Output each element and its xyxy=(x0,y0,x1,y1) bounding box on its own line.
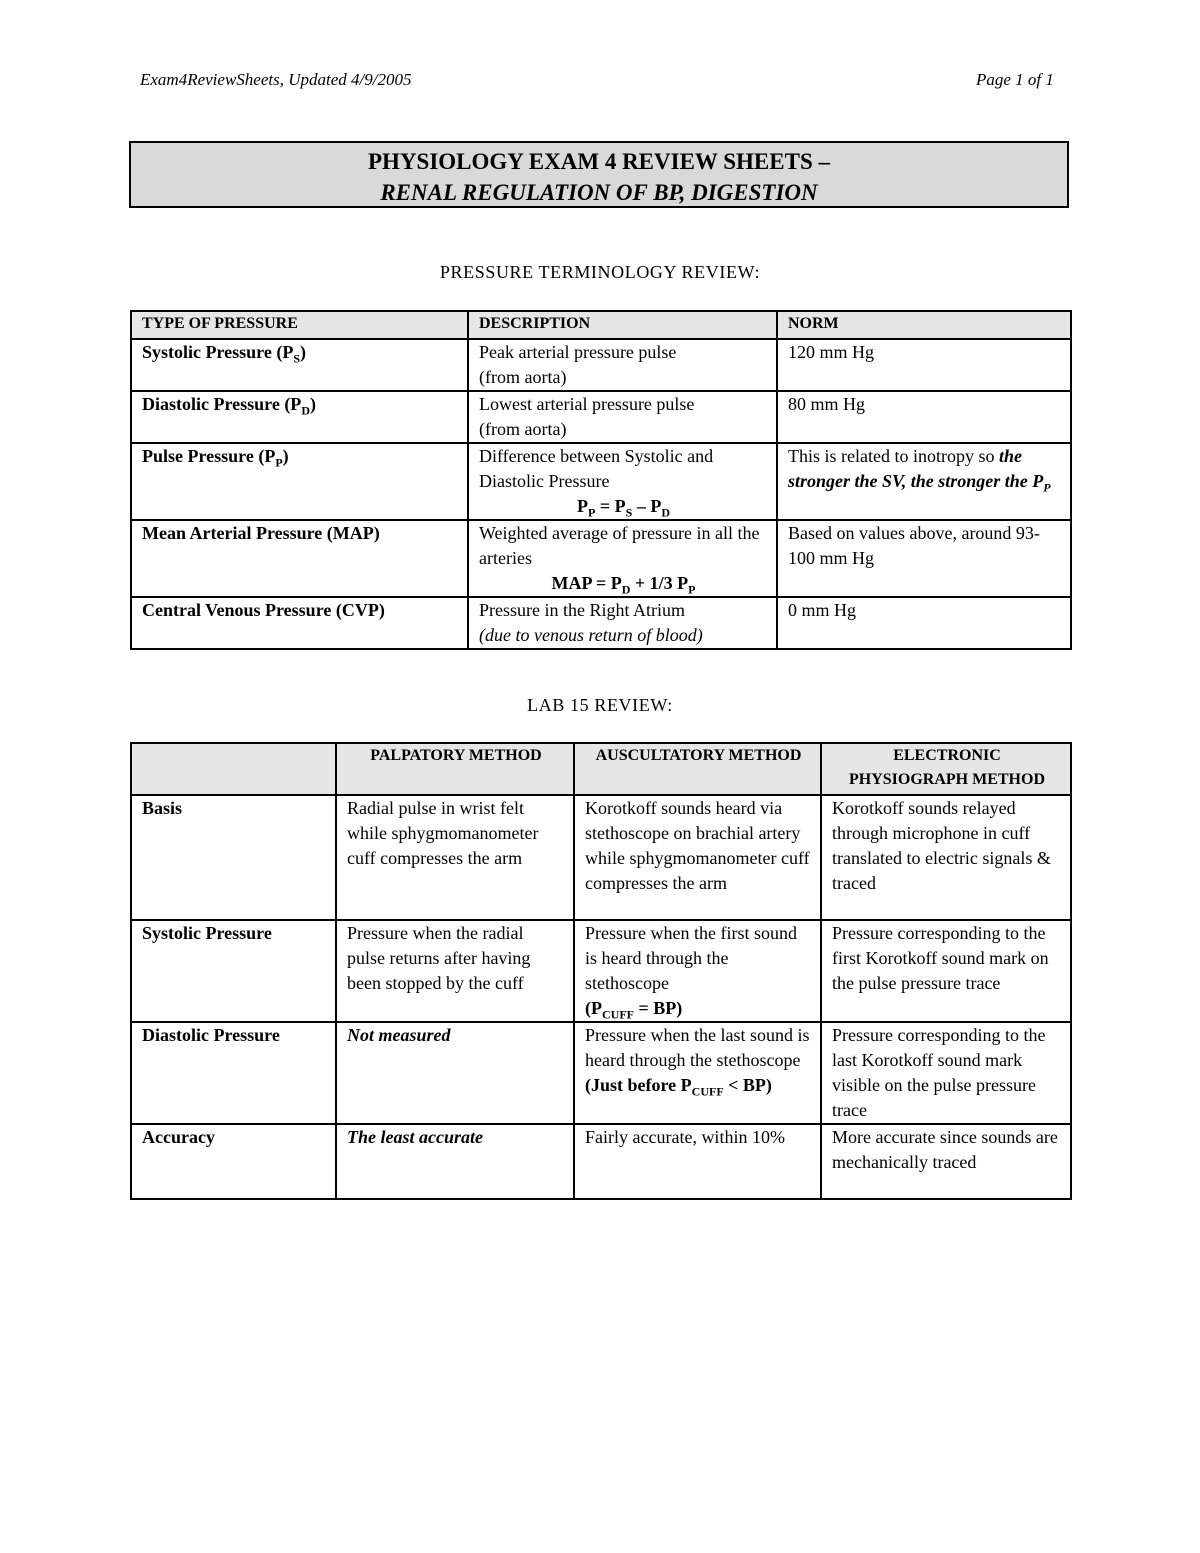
palpatory-cell: Pressure when the radial pulse returns after having been stopped by the cuff xyxy=(336,920,574,1022)
formula: MAP = $P_D + 1/3$ $P_P$ xyxy=(551,573,696,597)
title-line-1: PHYSIOLOGY EXAM 4 REVIEW SHEETS – xyxy=(367,149,830,174)
header-left: Exam4ReviewSheets, Updated 4/9/2005 xyxy=(140,70,412,89)
pressure-type: Central Venous Pressure (CVP) xyxy=(131,597,468,649)
table-row xyxy=(131,520,1071,597)
column-header: ELECTRONIC PHYSIOGRAPH METHOD xyxy=(821,743,1071,795)
electronic-cell: Pressure corresponding to the last Korotkoff sound mark visible on the pulse pressure trace xyxy=(821,1022,1071,1124)
lab-table xyxy=(130,742,1072,1200)
column-header: NORM xyxy=(777,311,1071,339)
pressure-description: Peak arterial pressure pulse (from aorta) xyxy=(468,339,777,391)
table-row xyxy=(131,391,1071,443)
row-label: Accuracy xyxy=(131,1124,336,1199)
pressure-norm: Based on values above, around 93-100 mm Hg xyxy=(777,520,1071,597)
auscultatory-cell: Pressure when the first sound is heard through the stethoscope $(P_{CUFF} = BP)$ xyxy=(574,920,821,1022)
auscultatory-cell: Fairly accurate, within 10% xyxy=(574,1124,821,1199)
row-label: Basis xyxy=(131,795,336,920)
title-line-2: RENAL REGULATION OF BP, DIGESTION xyxy=(380,180,818,205)
table-row xyxy=(131,920,1071,1022)
table-row xyxy=(131,339,1071,391)
title-box xyxy=(129,141,1069,208)
pressure-norm: 80 mm Hg xyxy=(777,391,1071,443)
pressure-description: Difference between Systolic and Diastolic Pressure $P_P = P_S - P_D$ xyxy=(468,443,777,520)
electronic-cell: More accurate since sounds are mechanically traced xyxy=(821,1124,1071,1199)
palpatory-cell: Not measured xyxy=(336,1022,574,1124)
header-right: Page 1 of 1 xyxy=(976,70,1054,89)
pressure-description: Weighted average of pressure in all the arteries MAP = $P_D + 1/3$ $P_P$ xyxy=(468,520,777,597)
electronic-cell: Pressure corresponding to the first Korotkoff sound mark on the pulse pressure trace xyxy=(821,920,1071,1022)
pressure-type: Pulse Pressure $(P_P)$ xyxy=(131,443,468,520)
column-header: AUSCULTATORY METHOD xyxy=(574,743,821,795)
pressure-type: Systolic Pressure $(P_S)$ xyxy=(131,339,468,391)
formula: $P_P = P_S - P_D$ xyxy=(577,496,670,520)
table-row xyxy=(131,1124,1071,1199)
pressure-section-heading: PRESSURE TERMINOLOGY REVIEW: xyxy=(439,262,761,282)
column-header xyxy=(131,743,336,795)
row-label: Diastolic Pressure xyxy=(131,1022,336,1124)
lab-section-heading: LAB 15 REVIEW: xyxy=(527,695,673,715)
column-header: TYPE OF PRESSURE xyxy=(131,311,468,339)
palpatory-cell: The least accurate xyxy=(336,1124,574,1199)
pressure-norm: 0 mm Hg xyxy=(777,597,1071,649)
table-row xyxy=(131,443,1071,520)
table-row xyxy=(131,597,1071,649)
table-row xyxy=(131,795,1071,920)
pressure-description: Pressure in the Right Atrium (due to venous return of blood) xyxy=(468,597,777,649)
table-row xyxy=(131,1022,1071,1124)
electronic-cell: Korotkoff sounds relayed through microphone in cuff translated to electric signals & traced xyxy=(821,795,1071,920)
pressure-norm: 120 mm Hg xyxy=(777,339,1071,391)
pressure-description: Lowest arterial pressure pulse (from aorta) xyxy=(468,391,777,443)
pressure-type: Diastolic Pressure $(P_D)$ xyxy=(131,391,468,443)
column-header: PALPATORY METHOD xyxy=(336,743,574,795)
pressure-type: Mean Arterial Pressure (MAP) xyxy=(131,520,468,597)
row-label: Systolic Pressure xyxy=(131,920,336,1022)
palpatory-cell: Radial pulse in wrist felt while sphygmomanometer cuff compresses the arm xyxy=(336,795,574,920)
table-header-row xyxy=(131,743,1071,795)
pressure-table xyxy=(130,310,1072,650)
auscultatory-cell: Pressure when the last sound is heard through the stethoscope (Just before $P_{CUFF} < BP$) xyxy=(574,1022,821,1124)
auscultatory-cell: Korotkoff sounds heard via stethoscope on brachial artery while sphygmomanometer cuff compresses the arm xyxy=(574,795,821,920)
column-header: DESCRIPTION xyxy=(468,311,777,339)
pressure-norm: This is related to inotropy so the stronger the SV, the stronger the $P_P$ xyxy=(777,443,1071,520)
table-header-row xyxy=(131,311,1071,339)
